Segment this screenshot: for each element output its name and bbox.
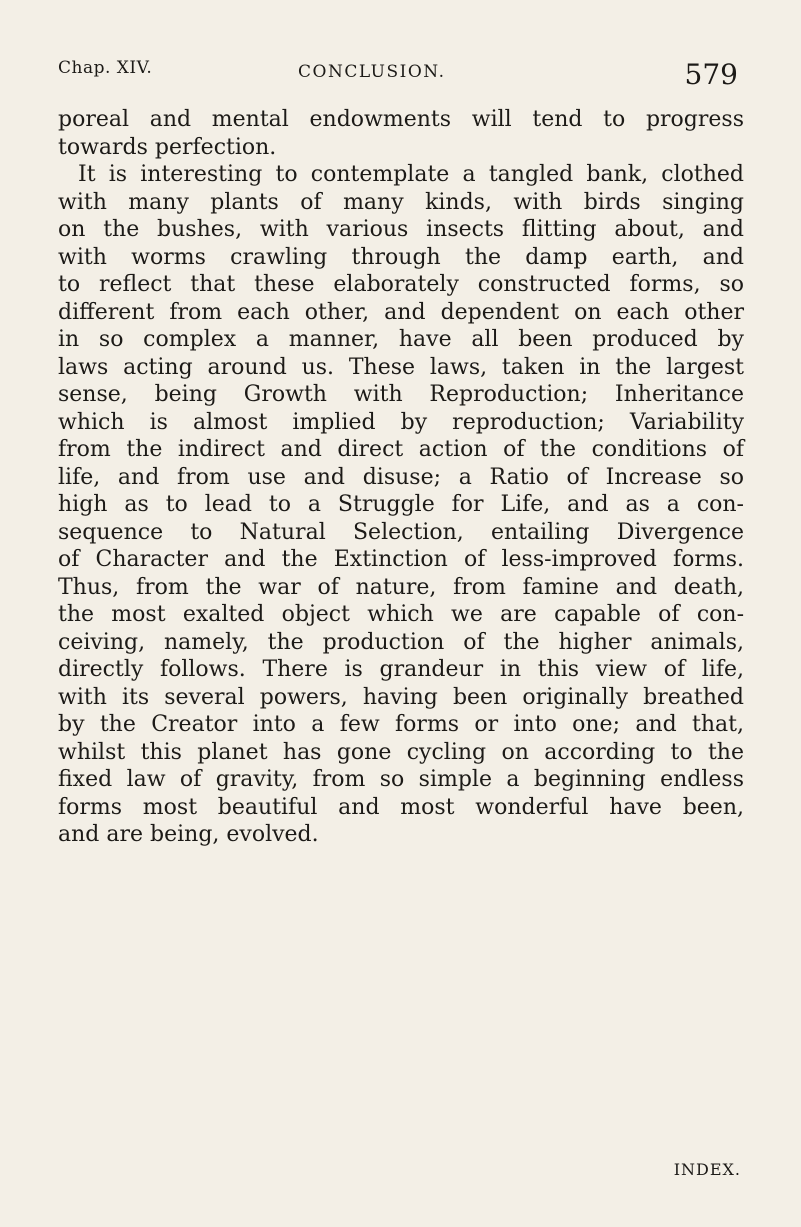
text-line: towards perfection. [58, 134, 277, 160]
text-line: with many plants of many kinds, with birds singing [58, 189, 744, 215]
text-line: life, and from use and disuse; a Ratio of Increase so [58, 464, 744, 490]
body-text [58, 108, 744, 851]
text-line: high as to lead to a Struggle for Life, and as a con- [58, 492, 744, 517]
chapter-label: Chap. XIV. [58, 58, 153, 78]
text-line: the most exalted object which we are capable of con- [58, 602, 744, 627]
text-line: which is almost implied by reproduction; Variability [58, 409, 744, 435]
text-line: with worms crawling through the damp earth, and [58, 244, 744, 270]
text-line: sequence to Natural Selection, entailing Divergence [58, 519, 744, 545]
text-line: different from each other, and dependent on each other [58, 299, 744, 325]
text-line: poreal and mental endowments will tend to progress [58, 107, 744, 132]
text-line: and are being, evolved. [58, 822, 319, 847]
text-line: in so complex a manner, have all been produced by [58, 327, 744, 352]
text-line: sense, being Growth with Reproduction; Inheritance [58, 382, 744, 407]
text-line: ceiving, namely, the production of the higher animals, [58, 629, 744, 655]
text-line: Thus, from the war of nature, from famine and death, [58, 574, 744, 600]
text-line: with its several powers, having been originally breathed [58, 684, 744, 710]
text-line: of Character and the Extinction of less-improved forms. [58, 547, 744, 572]
text-line: by the Creator into a few forms or into one; and that, [58, 712, 744, 737]
text-line: on the bushes, with various insects flitting about, and [58, 217, 744, 242]
text-line: whilst this planet has gone cycling on according to the [58, 739, 744, 765]
text-line: from the indirect and direct action of the conditions of [58, 437, 744, 462]
text-line: forms most beautiful and most wonderful have been, [58, 794, 744, 820]
text-line: to reflect that these elaborately constructed forms, so [58, 272, 744, 297]
text-line: directly follows. There is grandeur in this view of life, [58, 657, 744, 682]
text-line: It is interesting to contemplate a tangled bank, clothed [78, 162, 744, 187]
text-line: fixed law of gravity, from so simple a beginning endless [58, 767, 744, 792]
running-head [58, 52, 738, 92]
text-line: laws acting around us. These laws, taken in the largest [58, 354, 744, 380]
catchword: INDEX. [673, 1160, 741, 1179]
page-number: 579 [684, 58, 738, 91]
running-title: CONCLUSION. [298, 62, 446, 82]
